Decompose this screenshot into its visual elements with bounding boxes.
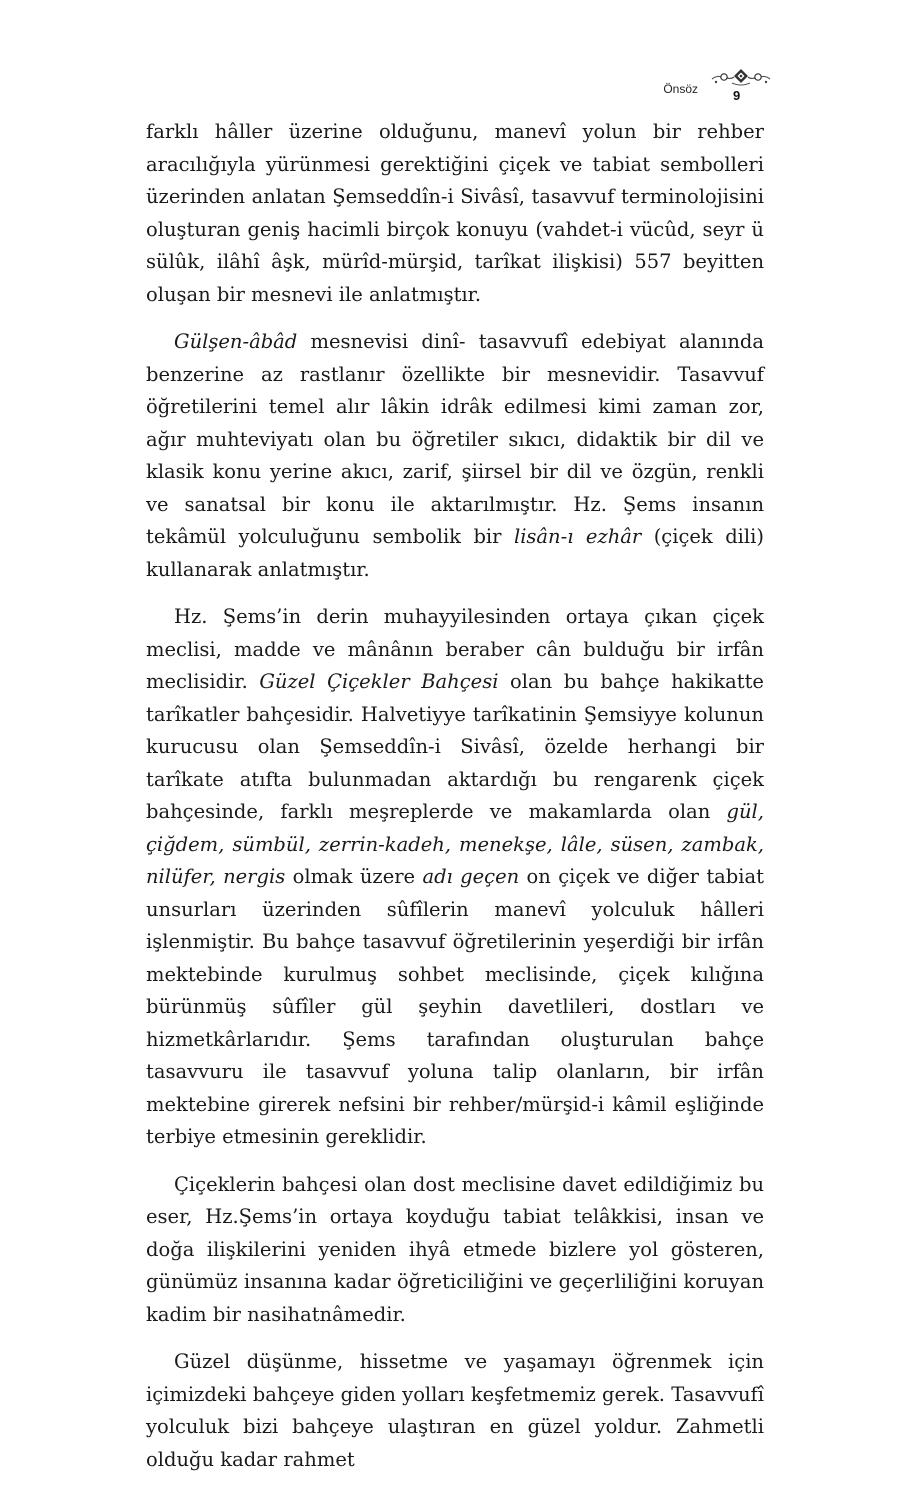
text-run: on çiçek ve diğer tabiat unsurları üzerinden sûfîlerin manevî yolculuk hâlleri işlenmiştir. Bu bahçe tasavvuf öğretilerinin yeşerdiği bir irfân mektebinde kurulmuş sohbet meclisinde, çiçek kılığına bürünmüş sûfîler gül şeyhin davetlileri, dostları ve hizmetkârlarıdır. Şems tarafından oluşturulan bahçe tasavvuru ile tasavvuf yoluna talip olanların, bir irfân mektebine girerek nefsini bir rehber/mürşid-i kâmil eşliğinde terbiye etmesinin gereklidir.: [146, 865, 764, 1148]
paragraph: [146, 116, 764, 311]
text-run: olmak üzere: [285, 865, 423, 888]
italic-term: lisân-ı ezhâr: [513, 525, 642, 548]
italic-term: adı geçen: [422, 865, 520, 888]
section-title: Önsöz: [663, 82, 698, 96]
text-run: mesnevisi dinî- tasavvufî edebiyat alanında benzerine az rastlanır özellikte bir mesnevidir. Tasavvuf öğretilerini temel alır lâkin idrâk edilmesi kimi zaman zor, ağır muhteviyatı olan bu öğretiler sıkıcı, didaktik bir dil ve klasik konu yerine akıcı, zarif, şiirsel bir dil ve özgün, renkli ve sanatsal bir konu ile aktarılmıştır. Hz. Şems insanın tekâmül yolculuğunu sembolik bir: [146, 330, 764, 548]
page-number: 9: [733, 88, 741, 103]
floral-ornament-icon: [710, 66, 772, 90]
paragraph: [146, 601, 764, 1154]
italic-term: Güzel Çiçekler Bahçesi: [259, 670, 499, 693]
text-run: Hz. Şems’in derin muhayyilesinden ortaya çıkan çiçek meclisi, madde ve mânânın beraber cân bulduğu bir irfân meclisidir.: [146, 605, 764, 693]
running-header: [663, 66, 772, 110]
page-ornament: [710, 66, 772, 110]
text-run: Güzel düşünme, hissetme ve yaşamayı öğrenmek için içimizdeki bahçeye giden yolları keşfetmemiz gerek. Tasavvufî yolculuk bizi bahçeye ulaştıran en güzel yoldur. Zahmetli olduğu kadar rahmet: [146, 1350, 764, 1471]
paragraph: [146, 326, 764, 586]
italic-term: gül, çiğdem, sümbül, zerrin-kadeh, menekşe, lâle, süsen, zambak, nilüfer, nergis: [146, 800, 764, 888]
text-run: farklı hâller üzerine olduğunu, manevî yolun bir rehber aracılığıyla yürünmesi gerektiğini çiçek ve tabiat sembolleri üzerinden anlatan Şemseddîn-i Sivâsî, tasavvuf terminolojisini oluşturan geniş hacimli birçok konuyu (vahdet-i vücûd, seyr ü sülûk, ilâhî âşk, mürîd-mürşid, tarîkat ilişkisi) 557 beyitten oluşan bir mesnevi ile anlatmıştır.: [146, 120, 764, 306]
italic-term: Gülşen-âbâd: [174, 330, 298, 353]
text-run: Çiçeklerin bahçesi olan dost meclisine davet edildiğimiz bu eser, Hz.Şems’in ortaya koyduğu tabiat telâkkisi, insan ve doğa ilişkilerini yeniden ihyâ etmede bizlere yol gösteren, günümüz insanına kadar öğreticiliğini ve geçerliliğini koruyan kadim bir nasihatnâmedir.: [146, 1172, 764, 1326]
text-run: olan bu bahçe hakikatte tarîkatler bahçesidir. Halvetiyye tarîkatinin Şemsiyye kolunun kurucusu olan Şemseddîn-i Sivâsî, özelde herhangi bir tarîkate atıfta bulunmadan aktardığı bu rengarenk çiçek bahçesinde, farklı meşreplerde ve makamlarda olan: [146, 670, 764, 823]
text-run: (çiçek dili) kullanarak anlatmıştır.: [146, 525, 764, 581]
paragraph: [146, 1346, 764, 1476]
body-text: [146, 116, 764, 1491]
paragraph: [146, 1169, 764, 1332]
